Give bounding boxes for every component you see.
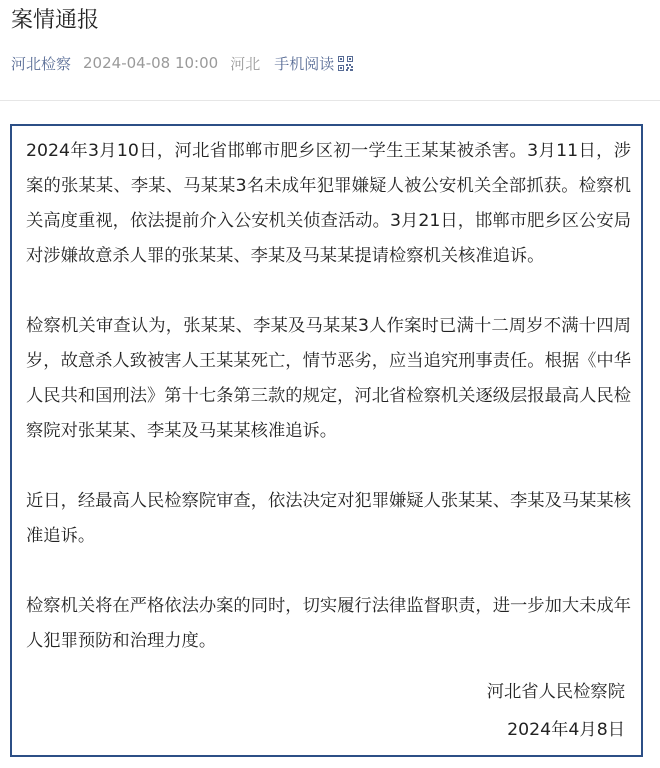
- header-divider: [0, 100, 660, 101]
- region-label: 河北: [230, 54, 261, 73]
- notice-content-box: [10, 124, 643, 757]
- source-account-link[interactable]: 河北检察: [11, 54, 72, 73]
- mobile-read-link[interactable]: 手机阅读: [274, 54, 335, 73]
- page-title: 案情通报: [11, 8, 100, 33]
- paragraph-4: 检察机关将在严格依法办案的同时，切实履行法律监督职责，进一步加大未成年人犯罪预防和治理力度。: [26, 596, 631, 651]
- paragraph-1: 2024年3月10日，河北省邯郸市肥乡区初一学生王某某被杀害。3月11日，涉案的张某某、李某、马某某3名未成年犯罪嫌疑人被公安机关全部抓获。检察机关高度重视，依法提前介入公安机关侦查活动。3月21日，邯郸市肥乡区公安局对涉嫌故意杀人罪的张某某、李某及马某某提请检察机关核准追诉。: [26, 141, 631, 266]
- article-meta: [11, 52, 353, 74]
- qr-code-icon[interactable]: [338, 56, 353, 71]
- paragraph-3: 近日，经最高人民检察院审查，依法决定对犯罪嫌疑人张某某、李某及马某某核准追诉。: [26, 491, 631, 546]
- paragraph-2: 检察机关审查认为，张某某、李某及马某某3人作案时已满十二周岁不满十四周岁，故意杀人致被害人王某某死亡，情节恶劣，应当追究刑事责任。根据《中华人民共和国刑法》第十七条第三款的规定，河北省检察机关逐级层报最高人民检察院对张某某、李某及马某某核准追诉。: [26, 316, 631, 441]
- signature-date: 2024年4月8日: [507, 720, 625, 740]
- publish-datetime: 2024-04-08 10:00: [83, 54, 219, 72]
- signature-organization: 河北省人民检察院: [486, 682, 625, 702]
